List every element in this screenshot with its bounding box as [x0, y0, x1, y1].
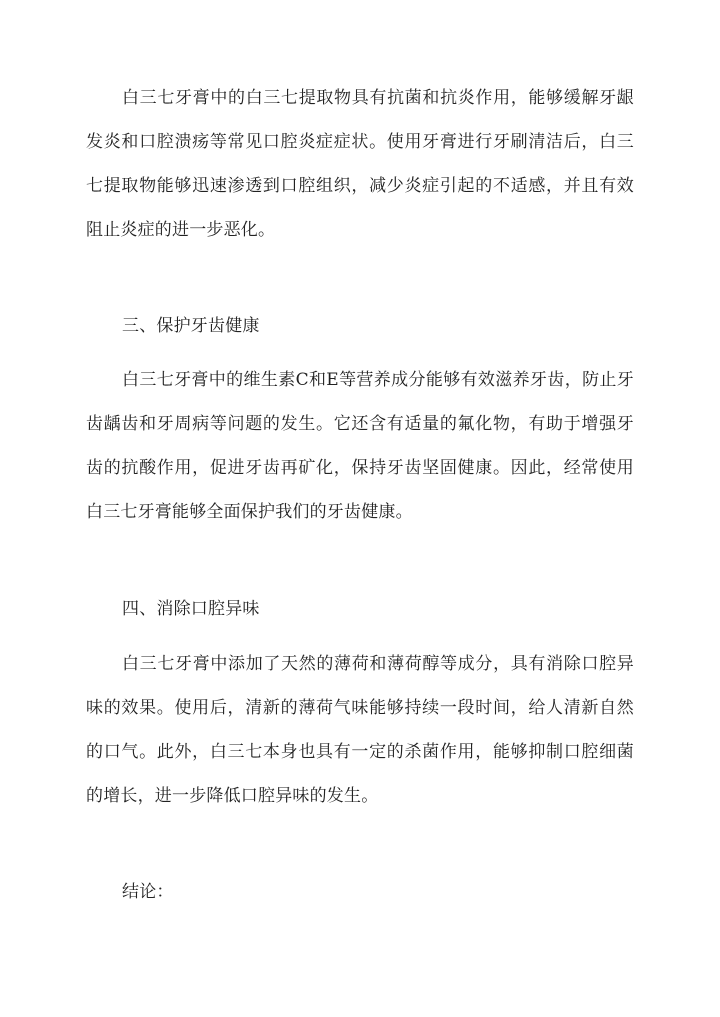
paragraph-protect-teeth: 白三七牙膏中的维生素C和E等营养成分能够有效滋养牙齿，防止牙齿龋齿和牙周病等问题的发生。它还含有适量的氟化物，有助于增强牙齿的抗酸作用，促进牙齿再矿化，保持牙齿坚固健康。因此，经常使用白三七牙膏能够全面保护我们的牙齿健康。 [86, 370, 634, 522]
section-heading-remove-odor: 四、消除口腔异味 [122, 599, 260, 619]
paragraph-remove-odor: 白三七牙膏中添加了天然的薄荷和薄荷醇等成分，具有消除口腔异味的效果。使用后，清新的薄荷气味能够持续一段时间，给人清新自然的口气。此外，白三七本身也具有一定的杀菌作用，能够抑制口腔细菌的增长，进一步降低口腔异味的发生。 [86, 654, 634, 806]
section-heading-protect-teeth: 三、保护牙齿健康 [122, 316, 260, 336]
conclusion-heading: 结论： [122, 882, 174, 902]
paragraph-anti-inflammation: 白三七牙膏中的白三七提取物具有抗菌和抗炎作用，能够缓解牙龈发炎和口腔溃疡等常见口腔炎症症状。使用牙膏进行牙刷清洁后，白三七提取物能够迅速渗透到口腔组织，减少炎症引起的不适感，并且有效阻止炎症的进一步恶化。 [86, 88, 634, 240]
